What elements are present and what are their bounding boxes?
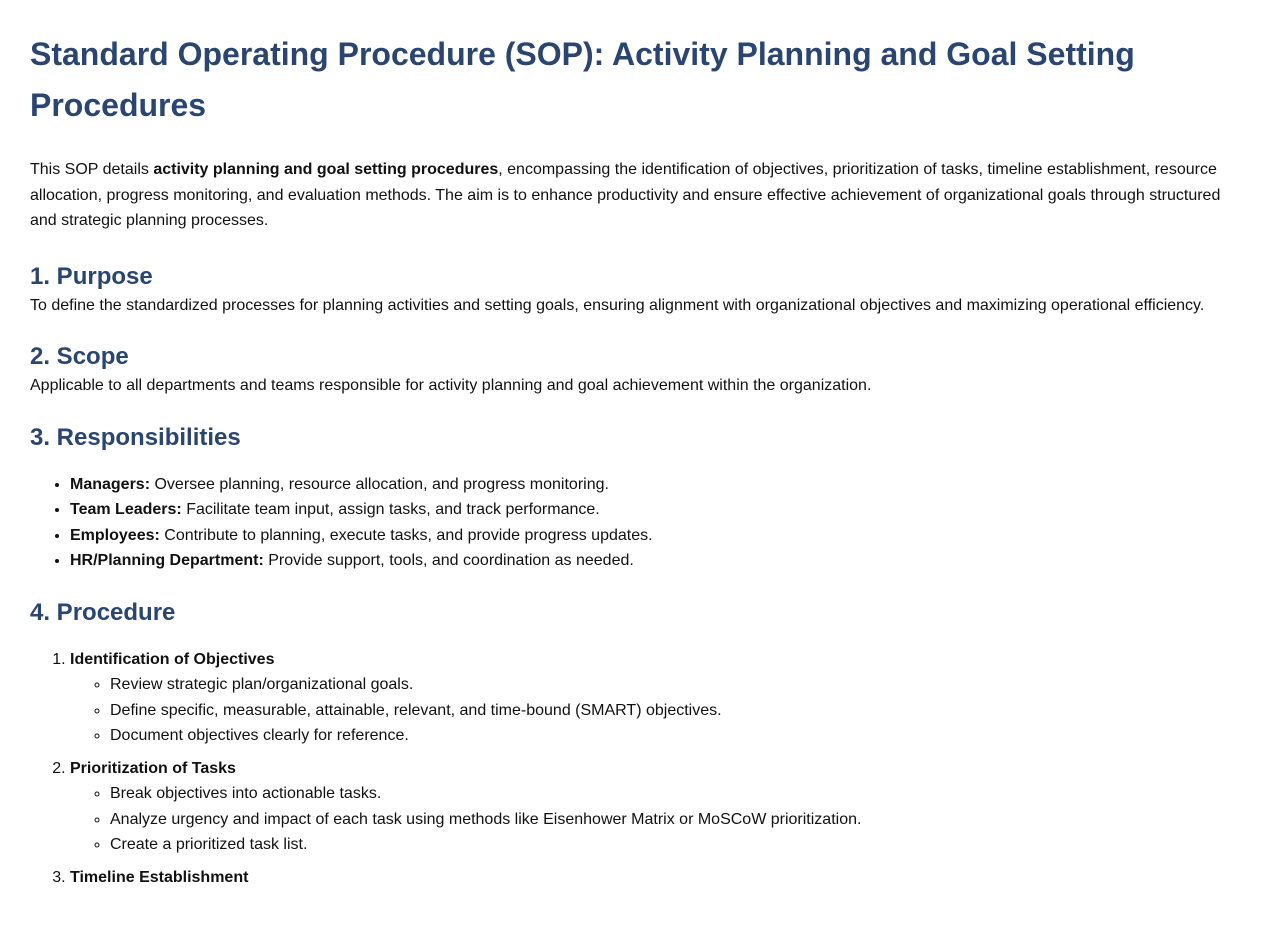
scope-text: Applicable to all departments and teams responsible for activity planning and goal achievement within the organization. xyxy=(30,377,872,394)
responsibility-text: Oversee planning, resource allocation, and progress monitoring. xyxy=(150,475,609,493)
procedure-substeps xyxy=(70,672,1233,749)
responsibility-item-hr-planning xyxy=(70,548,1233,574)
procedure-heading: 4. Procedure xyxy=(30,598,176,626)
intro-lead: This SOP details xyxy=(30,161,154,178)
responsibility-text: Provide support, tools, and coordination as needed. xyxy=(263,552,634,569)
procedure-substep: ◦ Review strategic plan/organizational goals. xyxy=(110,672,1233,698)
responsibilities-list xyxy=(30,472,1233,574)
page-title: Standard Operating Procedure (SOP): Activity Planning and Goal Setting Procedures xyxy=(30,36,1135,123)
intro-rest: , encompassing the identification of objectives, prioritization of tasks, timeline establishment, resource allocation, progress monitoring, and evaluation methods. The aim is to enhance productivity and ensure effective achievement of organizational goals through structured and strategic planning processes. xyxy=(30,161,1221,229)
responsibility-text: Facilitate team input, assign tasks, and track performance. xyxy=(181,501,600,518)
responsibility-role: Team Leaders: xyxy=(70,501,182,518)
responsibility-item-team-leaders xyxy=(70,497,1233,523)
procedure-step-title: Identification of Objectives xyxy=(70,650,275,668)
purpose-heading: 1. Purpose xyxy=(30,262,153,290)
intro-paragraph xyxy=(30,157,1233,234)
responsibility-role: Employees: xyxy=(70,526,160,544)
procedure-step-timeline xyxy=(70,865,1233,891)
procedure-substep: ◦ Break objectives into actionable tasks. xyxy=(110,781,1233,807)
responsibility-item-employees xyxy=(70,523,1233,549)
scope-heading: 2. Scope xyxy=(30,343,129,370)
procedure-substep: ◦ Define specific, measurable, attainable, relevant, and time-bound (SMART) objectives. xyxy=(110,698,1233,724)
procedure-step-prioritization xyxy=(70,756,1233,858)
responsibility-role: Managers: xyxy=(70,475,151,493)
purpose-text: To define the standardized processes for planning activities and setting goals, ensuring alignment with organizational objectives and maximizing operational efficiency. xyxy=(30,296,1205,314)
procedure-step-objectives xyxy=(70,647,1233,749)
procedure-steps xyxy=(30,647,1233,891)
procedure-step-title: Timeline Establishment xyxy=(70,868,249,886)
responsibility-item-managers xyxy=(70,472,1233,498)
procedure-step-title: Prioritization of Tasks xyxy=(70,759,236,777)
responsibility-text: Contribute to planning, execute tasks, and provide progress updates. xyxy=(159,526,653,544)
procedure-substep: ◦ Create a prioritized task list. xyxy=(110,832,1233,858)
intro-bold: activity planning and goal setting procedures xyxy=(153,161,499,178)
responsibility-role: HR/Planning Department: xyxy=(70,552,264,569)
procedure-substep: ◦ Document objectives clearly for reference. xyxy=(110,723,1233,749)
procedure-substep: ◦ Analyze urgency and impact of each task using methods like Eisenhower Matrix or MoSCoW prioritization. xyxy=(110,807,1233,833)
procedure-substeps xyxy=(70,781,1233,858)
responsibilities-heading: 3. Responsibilities xyxy=(30,423,241,451)
